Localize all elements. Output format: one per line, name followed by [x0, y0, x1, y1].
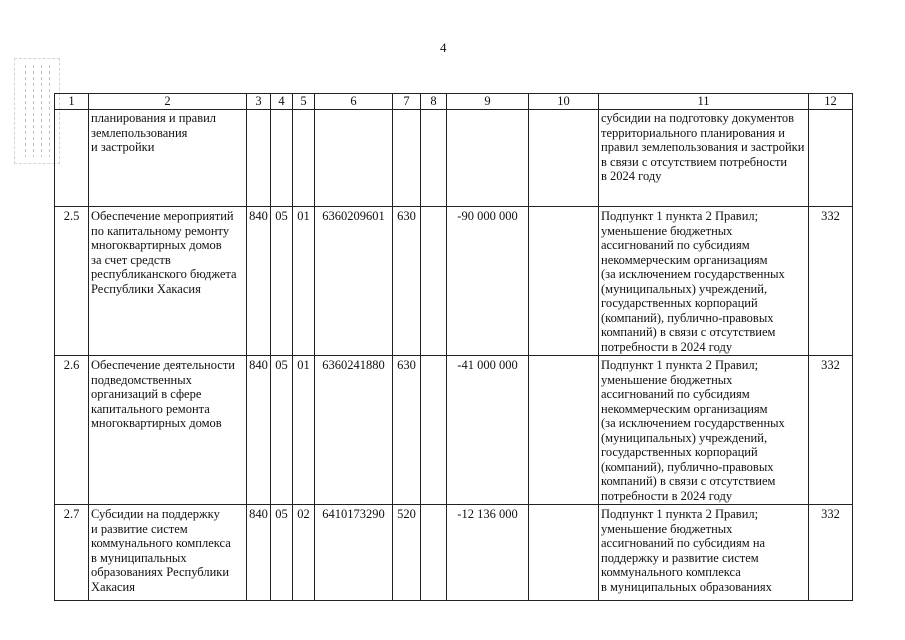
- row-c8: [421, 207, 447, 356]
- header-row: [55, 94, 853, 110]
- row-number: 2.6: [55, 356, 89, 505]
- row-c3: 840: [247, 505, 271, 601]
- row-c6: 6360209601: [315, 207, 393, 356]
- row-c6: 6360241880: [315, 356, 393, 505]
- col-header-11: 11: [599, 94, 809, 110]
- row-c4: 05: [271, 356, 293, 505]
- row-c12: 332: [809, 356, 853, 505]
- row-c5: 01: [293, 356, 315, 505]
- col-header-4: 4: [271, 94, 293, 110]
- budget-table: [54, 93, 853, 601]
- continuation-name: планирования и правил землепользования и застройки: [91, 111, 217, 154]
- row-name: Субсидии на поддержку и развитие систем коммунального комплекса в муниципальных образованиях Республики Хакасия: [91, 507, 231, 594]
- col-header-5: 5: [293, 94, 315, 110]
- row-c10: [529, 356, 599, 505]
- col-header-7: 7: [393, 94, 421, 110]
- row-c3: 840: [247, 207, 271, 356]
- row-c10: [529, 505, 599, 601]
- row-c12: 332: [809, 505, 853, 601]
- col-header-8: 8: [421, 94, 447, 110]
- row-number: 2.7: [55, 505, 89, 601]
- row-c12: 332: [809, 207, 853, 356]
- table-row: [55, 207, 853, 356]
- page-number: 4: [440, 40, 447, 55]
- table-row: [55, 356, 853, 505]
- row-basis: Подпункт 1 пункта 2 Правил; уменьшение бюджетных ассигнований по субсидиям некоммерческим организациям (за исключением государственных (муниципальных) учреждений, государственных корпораций (компаний), публично-правовых компаний) в связи с отсутствием потребности в 2024 году: [601, 358, 785, 503]
- table-row: [55, 505, 853, 601]
- row-c8: [421, 505, 447, 601]
- continuation-row: [55, 110, 853, 207]
- row-amount: -90 000 000: [447, 207, 529, 356]
- row-name: Обеспечение мероприятий по капитальному ремонту многоквартирных домов за счет средств республиканского бюджета Республики Хакасия: [91, 209, 237, 296]
- col-header-9: 9: [447, 94, 529, 110]
- col-header-1: 1: [55, 94, 89, 110]
- row-c3: 840: [247, 356, 271, 505]
- row-c7: 520: [393, 505, 421, 601]
- col-header-2: 2: [89, 94, 247, 110]
- row-number: 2.5: [55, 207, 89, 356]
- row-c5: 02: [293, 505, 315, 601]
- row-basis: Подпункт 1 пункта 2 Правил; уменьшение бюджетных ассигнований по субсидиям на поддержку и развитие систем коммунального комплекса в муниципальных образованиях: [601, 507, 772, 594]
- row-c6: 6410173290: [315, 505, 393, 601]
- continuation-basis: субсидии на подготовку документов территориального планирования и правил землепользования и застройки в связи с отсутствием потребности в 2024 году: [601, 111, 805, 183]
- row-amount: -12 136 000: [447, 505, 529, 601]
- row-c4: 05: [271, 505, 293, 601]
- row-c7: 630: [393, 356, 421, 505]
- row-amount: -41 000 000: [447, 356, 529, 505]
- col-header-12: 12: [809, 94, 853, 110]
- row-c4: 05: [271, 207, 293, 356]
- row-c7: 630: [393, 207, 421, 356]
- row-c8: [421, 356, 447, 505]
- row-c5: 01: [293, 207, 315, 356]
- row-c10: [529, 207, 599, 356]
- row-name: Обеспечение деятельности подведомственных организаций в сфере капитального ремонта многоквартирных домов: [91, 358, 236, 430]
- col-header-3: 3: [247, 94, 271, 110]
- col-header-10: 10: [529, 94, 599, 110]
- row-basis: Подпункт 1 пункта 2 Правил; уменьшение бюджетных ассигнований по субсидиям некоммерческим организациям (за исключением государственных (муниципальных) учреждений, государственных корпораций (компаний), публично-правовых компаний) в связи с отсутствием потребности в 2024 году: [601, 209, 785, 354]
- col-header-6: 6: [315, 94, 393, 110]
